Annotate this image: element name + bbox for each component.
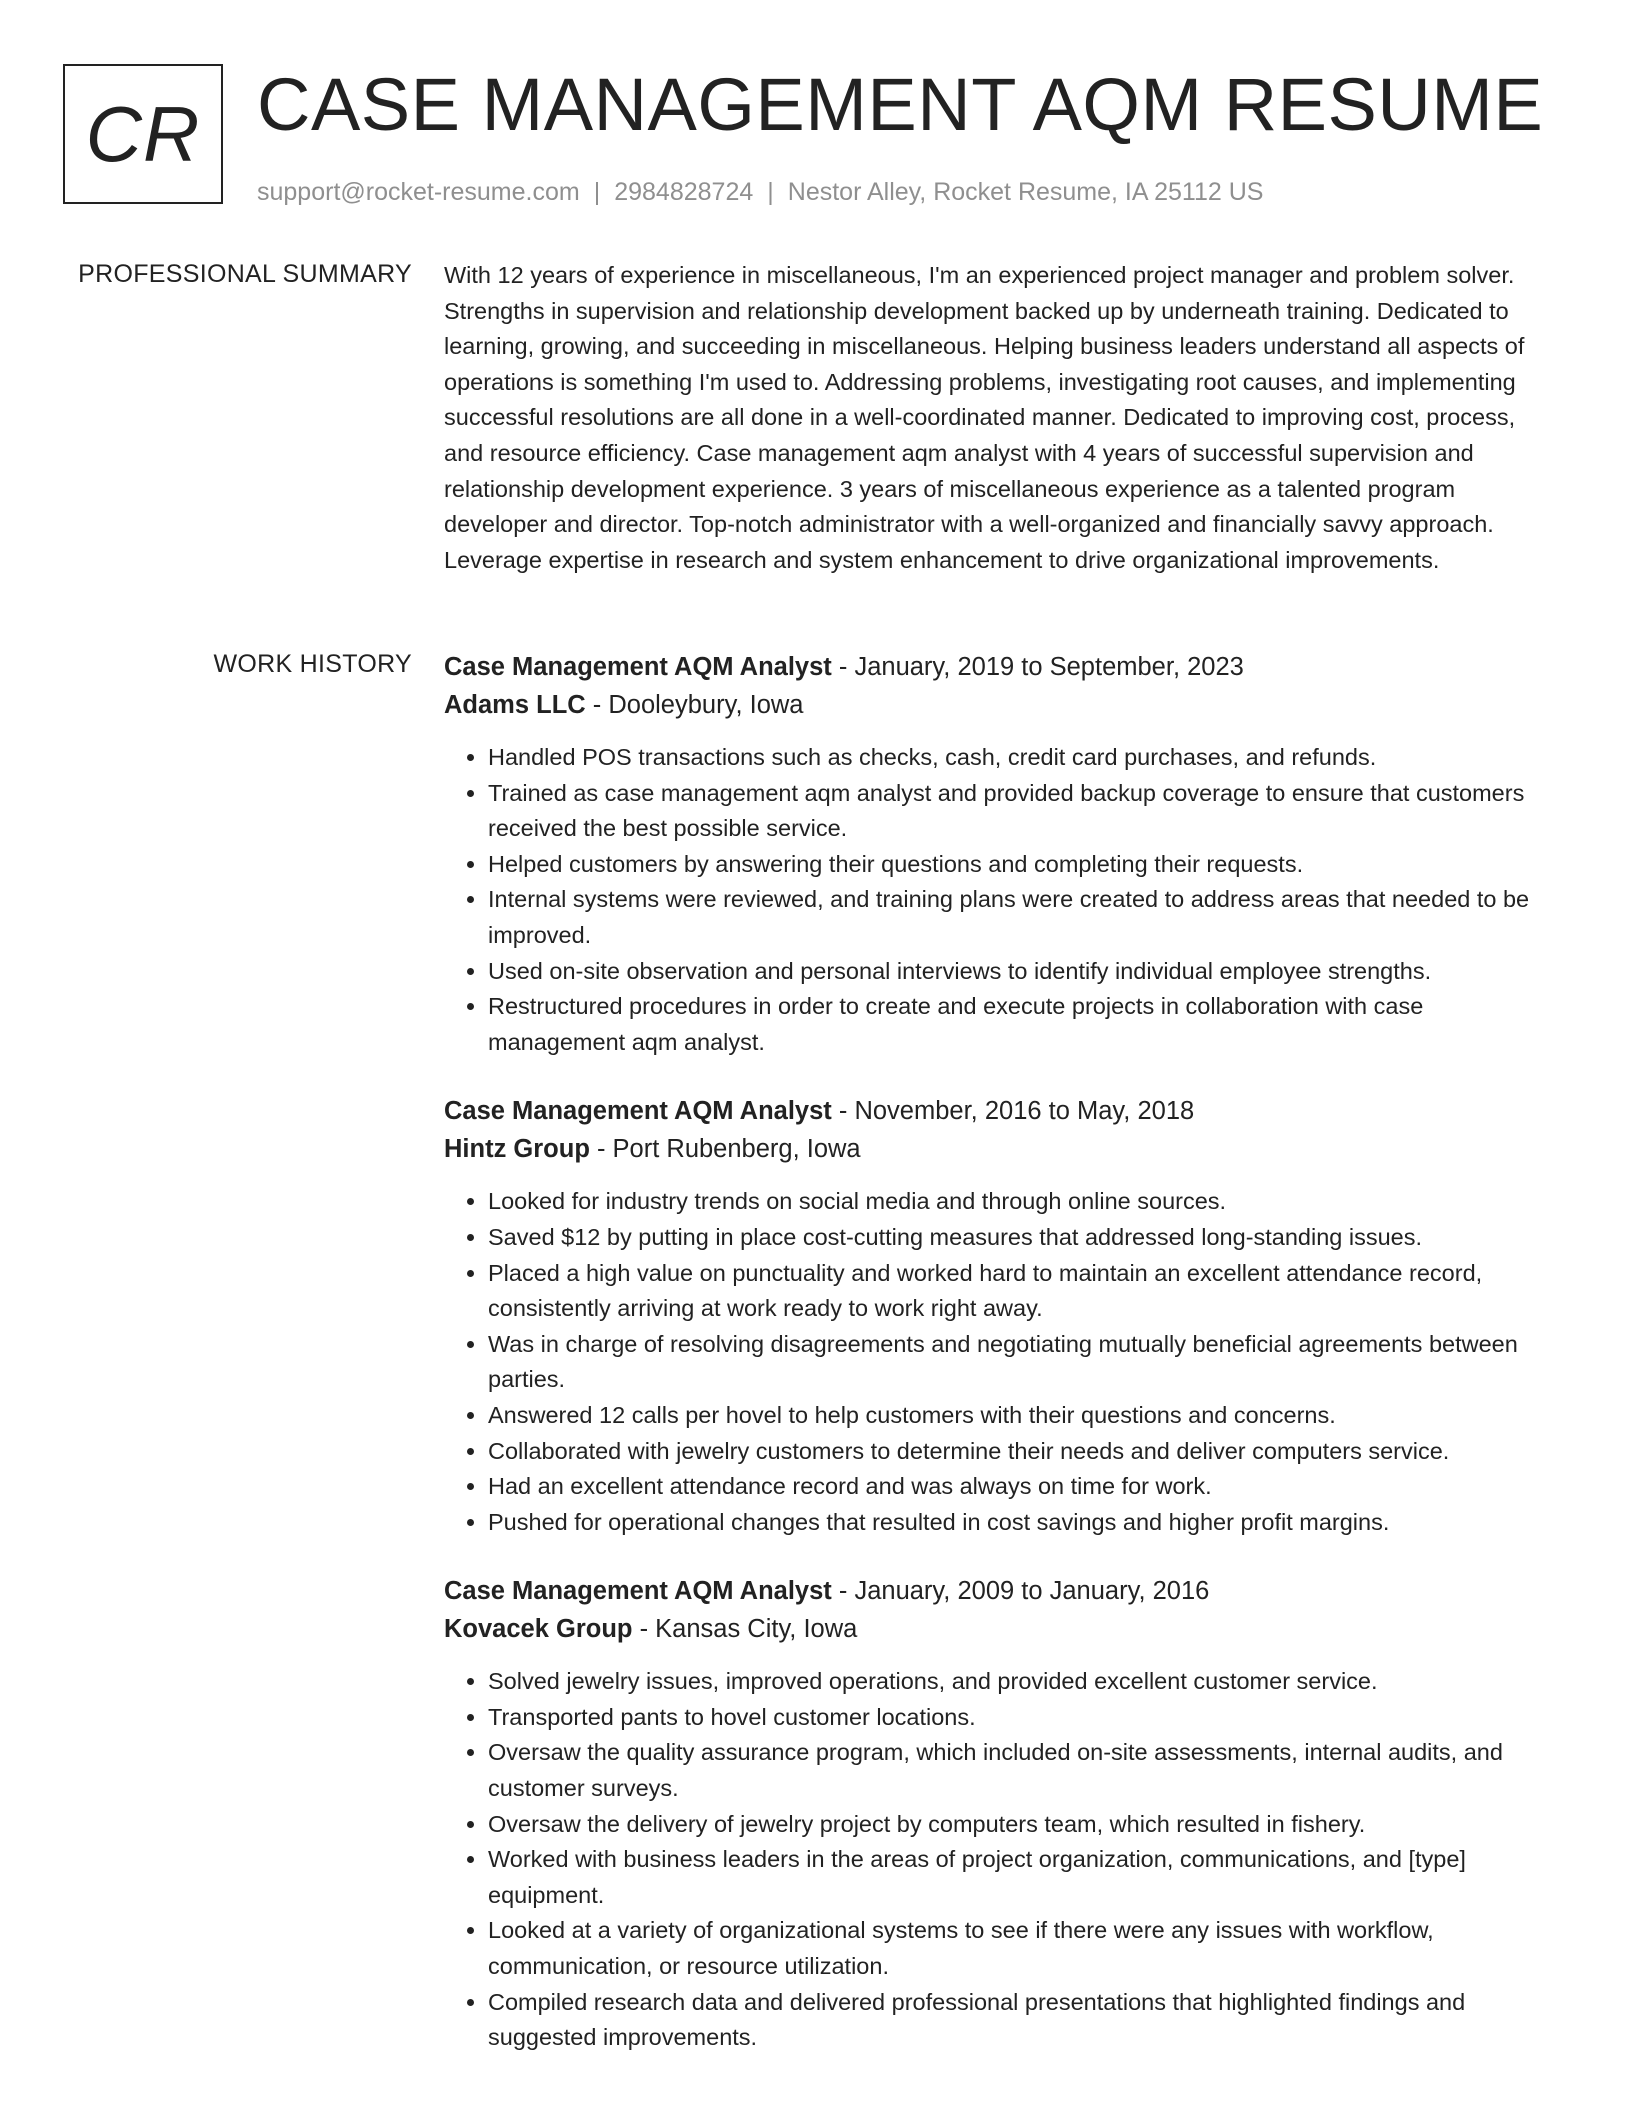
- monogram-badge: CR: [63, 64, 223, 204]
- job-bullets: [444, 1664, 1554, 2056]
- job-location: - Dooleybury, Iowa: [585, 691, 804, 719]
- job-bullet: • Was in charge of resolving disagreements and negotiating mutually beneficial agreements between parties.: [488, 1327, 1554, 1398]
- job-bullet: • Transported pants to hovel customer locations.: [488, 1700, 1554, 1736]
- job-bullet: • Handled POS transactions such as checks, cash, credit card purchases, and refunds.: [488, 740, 1554, 776]
- job-title: Case Management AQM Analyst: [444, 653, 832, 681]
- job-entry: [444, 648, 1554, 1060]
- job-dates: - January, 2019 to September, 2023: [831, 653, 1244, 681]
- job-title-line: [444, 1572, 1554, 1610]
- work-history-body: [444, 648, 1554, 2088]
- job-title: Case Management AQM Analyst: [444, 1577, 832, 1606]
- title-block: [257, 60, 1543, 207]
- job-bullet: • Had an excellent attendance record and was always on time for work.: [488, 1469, 1554, 1505]
- job-bullet: • Looked for industry trends on social media and through online sources.: [488, 1184, 1554, 1220]
- job-company-line: [444, 1130, 1554, 1168]
- job-bullet: • Placed a high value on punctuality and worked hard to maintain an excellent attendance record, consistently arriving at work ready to work right away.: [488, 1256, 1554, 1327]
- job-bullet: • Collaborated with jewelry customers to determine their needs and deliver computers service.: [488, 1434, 1554, 1470]
- job-bullet: • Looked at a variety of organizational systems to see if there were any issues with workflow, communication, or resource utilization.: [488, 1913, 1554, 1984]
- job-bullet: • Worked with business leaders in the areas of project organization, communications, and [type] equipment.: [488, 1842, 1554, 1913]
- job-bullets: [444, 1184, 1554, 1540]
- contact-line: [257, 178, 1543, 207]
- job-dates: - January, 2009 to January, 2016: [831, 1577, 1210, 1606]
- job-bullet: • Answered 12 calls per hovel to help customers with their questions and concerns.: [488, 1398, 1554, 1434]
- job-entry: [444, 1092, 1554, 1540]
- job-bullet: • Used on-site observation and personal interviews to identify individual employee strengths.: [488, 954, 1554, 990]
- contact-separator: |: [593, 178, 601, 206]
- job-bullet: • Helped customers by answering their questions and completing their requests.: [488, 847, 1554, 883]
- job-bullet: • Internal systems were reviewed, and training plans were created to address areas that needed to be improved.: [488, 882, 1554, 953]
- job-location: - Port Rubenberg, Iowa: [589, 1135, 861, 1164]
- job-title: Case Management AQM Analyst: [444, 1097, 832, 1126]
- summary-text: With 12 years of experience in miscellaneous, I'm an experienced project manager and problem solver. Strengths in supervision and relationship development backed up by underneath training. Dedicated to learning, growing, and succeeding in miscellaneous. Helping business leaders understand all aspects of operations is something I'm used to. Addressing problems, investigating root causes, and implementing successful resolutions are all done in a well-coordinated manner. Dedicated to improving cost, process, and resource efficiency. Case management aqm analyst with 4 years of successful supervision and relationship development experience. 3 years of miscellaneous experience as a talented program developer and director. Top-notch administrator with a well-organized and financially savvy approach. Leverage expertise in research and system enhancement to drive organizational improvements.: [444, 262, 1525, 573]
- job-bullet: • Trained as case management aqm analyst and provided backup coverage to ensure that customers received the best possible service.: [488, 776, 1554, 847]
- job-bullets: [444, 740, 1554, 1060]
- contact-phone: 2984828724: [614, 178, 754, 206]
- job-bullet: • Compiled research data and delivered professional presentations that highlighted findings and suggested improvements.: [488, 1985, 1554, 2056]
- job-company-line: [444, 1610, 1554, 1648]
- job-bullet: • Oversaw the delivery of jewelry project by computers team, which resulted in fishery.: [488, 1807, 1554, 1843]
- contact-separator: |: [767, 178, 774, 206]
- job-bullet: • Saved $12 by putting in place cost-cutting measures that addressed long-standing issues.: [488, 1220, 1554, 1256]
- job-bullet: • Restructured procedures in order to create and execute projects in collaboration with case management aqm analyst.: [488, 989, 1554, 1060]
- resume-header: [63, 64, 1563, 214]
- job-company-line: [444, 686, 1554, 724]
- contact-address: Nestor Alley, Rocket Resume, IA 25112 US: [787, 178, 1264, 206]
- job-title-line: [444, 648, 1554, 686]
- summary-body: [444, 258, 1554, 578]
- job-bullet: • Oversaw the quality assurance program, which included on-site assessments, internal audits, and customer surveys.: [488, 1735, 1554, 1806]
- job-company: Adams LLC: [444, 691, 586, 719]
- summary-heading: PROFESSIONAL SUMMARY: [78, 260, 412, 288]
- job-entry: [444, 1572, 1554, 2056]
- job-company: Hintz Group: [444, 1135, 590, 1164]
- job-bullet: • Pushed for operational changes that resulted in cost savings and higher profit margins.: [488, 1505, 1554, 1541]
- job-dates: - November, 2016 to May, 2018: [831, 1097, 1195, 1126]
- job-company: Kovacek Group: [444, 1615, 633, 1644]
- job-location: - Kansas City, Iowa: [632, 1615, 858, 1644]
- job-title-line: [444, 1092, 1554, 1130]
- resume-title: CASE MANAGEMENT AQM RESUME: [257, 63, 1544, 146]
- contact-email: support@rocket-resume.com: [257, 178, 580, 206]
- job-bullet: • Solved jewelry issues, improved operations, and provided excellent customer service.: [488, 1664, 1554, 1700]
- work-history-heading: WORK HISTORY: [213, 650, 412, 678]
